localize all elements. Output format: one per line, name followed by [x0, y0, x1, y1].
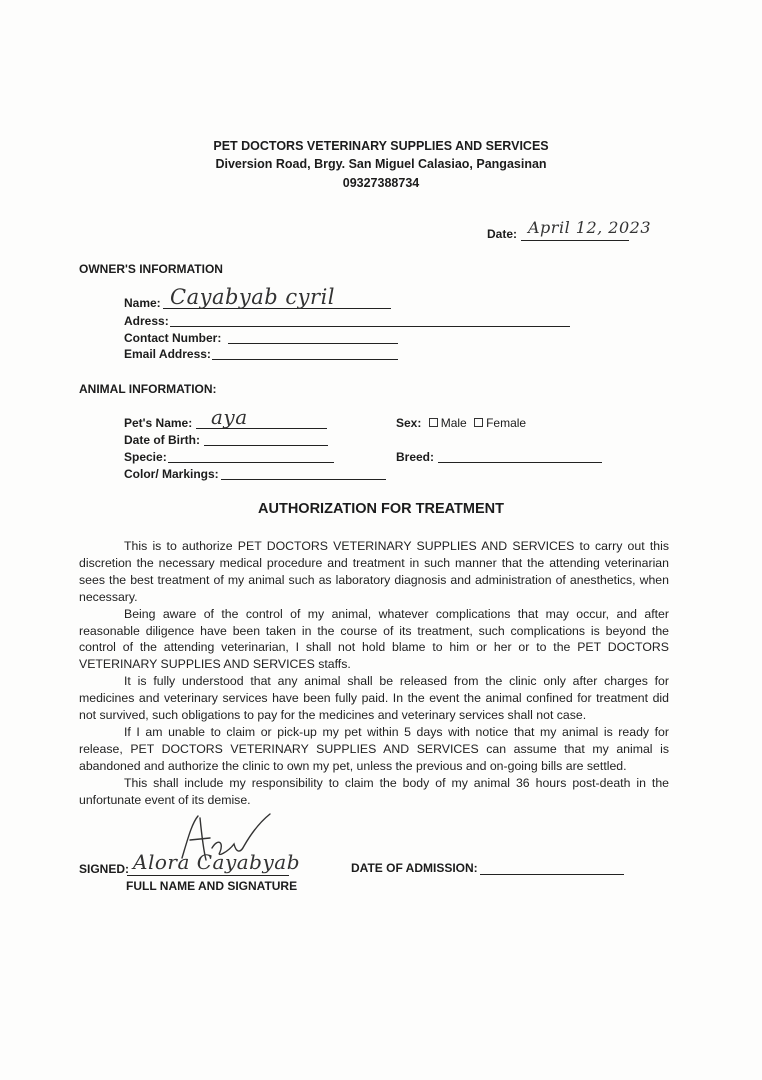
authorization-paragraph: This shall include my responsibility to claim the body of my animal 36 hours post-death in the unfortunate event of its demise.	[79, 775, 669, 807]
date-line	[521, 240, 629, 241]
owner-name-label: Name:	[124, 296, 161, 310]
full-name-label: FULL NAME AND SIGNATURE	[126, 879, 298, 893]
sex-field	[396, 416, 526, 430]
admission-label: DATE OF ADMISSION:	[351, 861, 478, 875]
pet-name-value: aya	[211, 405, 248, 429]
owner-address-line	[170, 326, 570, 327]
owner-address-label: Adress:	[124, 314, 169, 328]
signature-line	[127, 875, 289, 876]
date-label: Date:	[487, 227, 518, 241]
specie-line	[168, 462, 334, 463]
authorization-paragraph: It is fully understood that any animal shall be released from the clinic only after charges for medicines and veterinary services have been fully paid. In the event the animal confined for treatment did not survived, such obligations to pay for the medicines and veterinary services shall not case.	[79, 674, 669, 723]
authorization-paragraph: Being aware of the control of my animal, whatever complications that may occur, and after reasonable diligence have been taken in the course of its treatment, such complications is beyond the control of the attending veterinarian, I shall not hold blame to him or her or to the PET DOCTORS VETERINARY SUPPLIES AND SERVICES staffs.	[79, 606, 669, 672]
signed-name: Alora Cayabyab	[133, 850, 300, 874]
dob-line	[204, 445, 328, 446]
animal-heading: ANIMAL INFORMATION:	[79, 382, 217, 396]
dob-label: Date of Birth:	[124, 433, 200, 447]
pet-name-label: Pet's Name:	[124, 416, 193, 430]
female-option-label: Female	[486, 416, 527, 430]
owner-heading: OWNER'S INFORMATION	[79, 262, 223, 276]
authorization-body	[79, 538, 669, 809]
authorization-paragraph: If I am unable to claim or pick-up my pet within 5 days with notice that my animal is ready for release, PET DOCTORS VETERINARY SUPPLIES AND SERVICES can assume that my animal is abandoned and authorize the clinic to own my pet, unless the previous and on-going bills are settled.	[79, 724, 669, 773]
owner-name-value: Cayabyab cyril	[170, 285, 336, 309]
signed-label: SIGNED:	[79, 862, 130, 876]
sex-label: Sex:	[396, 416, 422, 430]
authorization-paragraph: This is to authorize PET DOCTORS VETERINARY SUPPLIES AND SERVICES to carry out this discretion the necessary medical procedure and treatment in such manner that the attending veterinarian sees the best treatment of my animal such as laboratory diagnosis and administration of anesthetics, when necessary.	[79, 539, 669, 604]
owner-email-label: Email Address:	[124, 347, 211, 361]
authorization-title: AUTHORIZATION FOR TREATMENT	[258, 501, 504, 517]
clinic-name: PET DOCTORS VETERINARY SUPPLIES AND SERVICES	[213, 139, 549, 153]
owner-contact-line	[228, 343, 398, 344]
clinic-phone: 09327388734	[342, 176, 420, 190]
admission-line	[480, 874, 624, 875]
breed-label: Breed:	[396, 450, 435, 464]
color-label: Color/ Markings:	[124, 467, 219, 481]
specie-label: Specie:	[124, 450, 167, 464]
date-value: April 12, 2023	[528, 218, 652, 237]
owner-contact-label: Contact Number:	[124, 331, 222, 345]
clinic-address: Diversion Road, Brgy. San Miguel Calasiao, Pangasinan	[215, 157, 547, 171]
color-line	[221, 479, 386, 480]
male-option-label: Male	[440, 416, 467, 430]
female-checkbox[interactable]	[474, 418, 483, 427]
male-checkbox[interactable]	[429, 418, 438, 427]
owner-email-line	[212, 359, 398, 360]
breed-line	[438, 462, 602, 463]
